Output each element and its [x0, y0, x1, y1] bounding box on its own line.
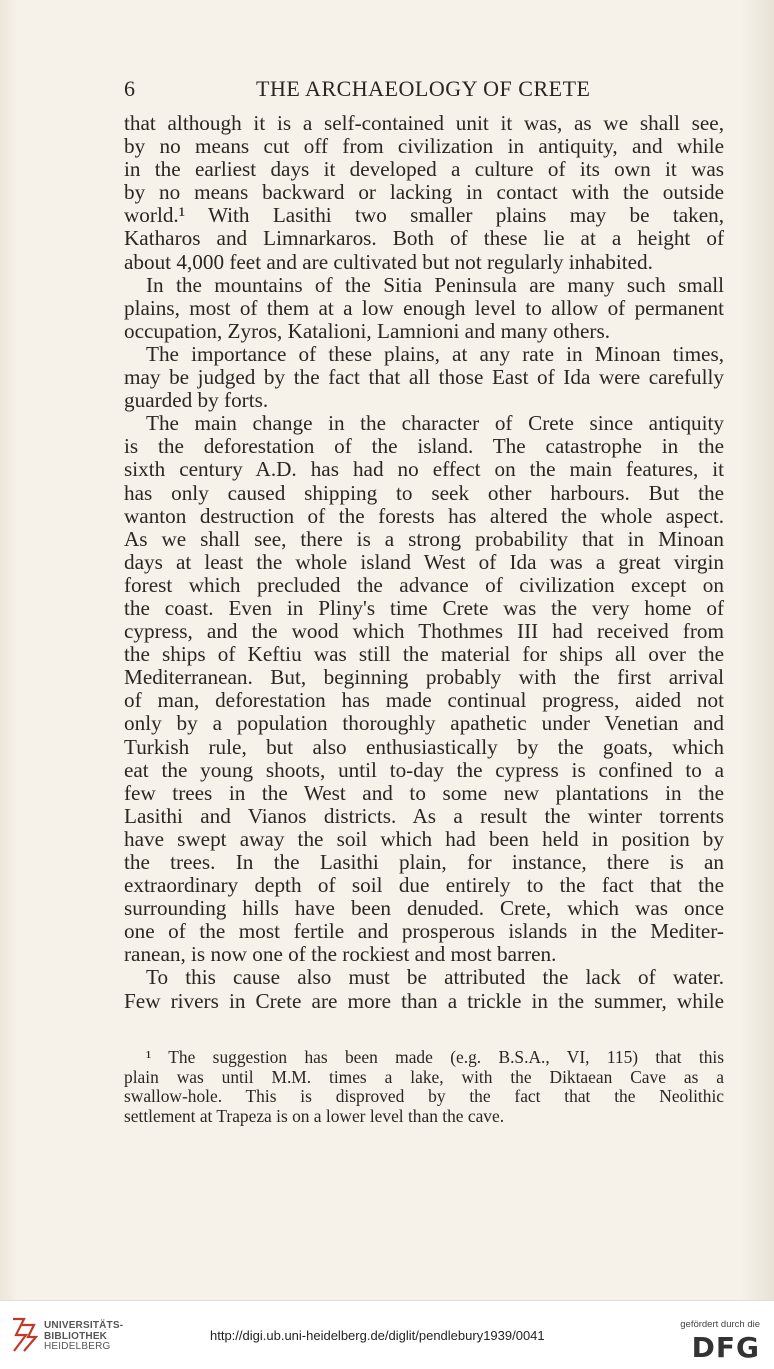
funding-caption: gefördert durch die: [680, 1319, 760, 1330]
text-line: has only caused shipping to seek other harbours. But the: [124, 480, 724, 505]
university-seal-icon: [10, 1315, 38, 1355]
text-line: by no means cut off from civilization in antiquity, and while: [124, 134, 724, 159]
text-line: sixth century A.D. has had no effect on the main features, it: [124, 457, 724, 482]
footnote-line: plain was until M.M. times a lake, with the Diktaean Cave as a: [124, 1066, 724, 1087]
viewer-footer: [0, 1300, 774, 1369]
text-line: Katharos and Limnarkaros. Both of these lie at a height of: [124, 226, 724, 251]
text-line: surrounding hills have been denuded. Crete, which was once: [124, 896, 724, 921]
text-line: wanton destruction of the forests has altered the whole aspect.: [124, 503, 724, 528]
text-line: eat the young shoots, until to-day the cypress is confined to a: [124, 757, 724, 782]
page-number: 6: [124, 76, 136, 101]
permalink[interactable]: http://digi.ub.uni-heidelberg.de/diglit/pendlebury1939/0041: [210, 1328, 545, 1343]
text-line: one of the most fertile and prosperous islands in the Mediter-: [124, 919, 724, 944]
footnote-line: settlement at Trapeza is on a lower level than the cave.: [124, 1105, 505, 1126]
text-line: few trees in the West and to some new plantations in the: [124, 780, 724, 805]
text-line: As we shall see, there is a strong probability that in Minoan: [124, 526, 724, 551]
text-line: forest which precluded the advance of civilization except on: [124, 572, 724, 597]
text-line: that although it is a self-contained unit it was, as we shall see,: [124, 111, 724, 135]
text-line: cypress, and the wood which Thothmes III had received from: [124, 619, 724, 644]
text-line: may be judged by the fact that all those East of Ida were carefully: [124, 365, 724, 390]
text-line: Few rivers in Crete are more than a trickle in the summer, while: [124, 988, 724, 1013]
text-line: In the mountains of the Sitia Peninsula are many such small: [146, 272, 724, 297]
text-line: in the earliest days it developed a culture of its own it was: [124, 157, 724, 182]
text-line: plains, most of them at a low enough level to allow of permanent: [124, 295, 724, 320]
text-line: world.¹ With Lasithi two smaller plains may be taken,: [124, 203, 724, 228]
dfg-logo: DFG: [691, 1331, 760, 1364]
footnote: [124, 1048, 724, 1126]
footnote-line: ¹ The suggestion has been made (e.g. B.S.A., VI, 115) that this: [146, 1047, 724, 1067]
text-line: have swept away the soil which had been held in position by: [124, 826, 724, 851]
text-line: the coast. Even in Pliny's time Crete was the very home of: [124, 595, 724, 620]
text-line: The importance of these plains, at any rate in Minoan times,: [146, 341, 724, 366]
text-line: is the deforestation of the island. The catastrophe in the: [124, 434, 724, 459]
library-name: UNIVERSITÄTS- BIBLIOTHEK HEIDELBERG: [44, 1320, 124, 1352]
text-line: days at least the whole island West of Ida was a great virgin: [124, 549, 724, 574]
body-text: [124, 112, 724, 1013]
text-line: The main change in the character of Crete since antiquity: [146, 411, 724, 436]
running-title: THE ARCHAEOLOGY OF CRETE: [256, 76, 591, 101]
text-line: of man, deforestation has made continual progress, aided not: [124, 688, 724, 713]
text-line: by no means backward or lacking in contact with the outside: [124, 180, 724, 205]
text-line: only by a population thoroughly apathetic under Venetian and: [124, 711, 724, 736]
text-line: about 4,000 feet and are cultivated but not regularly inhabited.: [124, 249, 653, 274]
text-line: Lasithi and Vianos districts. As a result the winter torrents: [124, 803, 724, 828]
text-line: occupation, Zyros, Katalioni, Lamnioni and many others.: [124, 318, 611, 343]
text-line: To this cause also must be attributed the lack of water.: [146, 965, 724, 990]
text-line: Mediterranean. But, beginning probably with the first arrival: [124, 665, 724, 690]
text-line: guarded by forts.: [124, 388, 269, 413]
footnote-line: swallow-hole. This is disproved by the fact that the Neolithic: [124, 1086, 724, 1107]
text-line: the trees. In the Lasithi plain, for instance, there is an: [124, 850, 724, 874]
text-line: ranean, is now one of the rockiest and most barren.: [124, 942, 557, 967]
text-line: the ships of Keftiu was still the material for ships all over the: [124, 642, 724, 667]
text-line: Turkish rule, but also enthusiastically by the goats, which: [124, 734, 724, 759]
text-line: extraordinary depth of soil due entirely to the fact that the: [124, 873, 724, 898]
